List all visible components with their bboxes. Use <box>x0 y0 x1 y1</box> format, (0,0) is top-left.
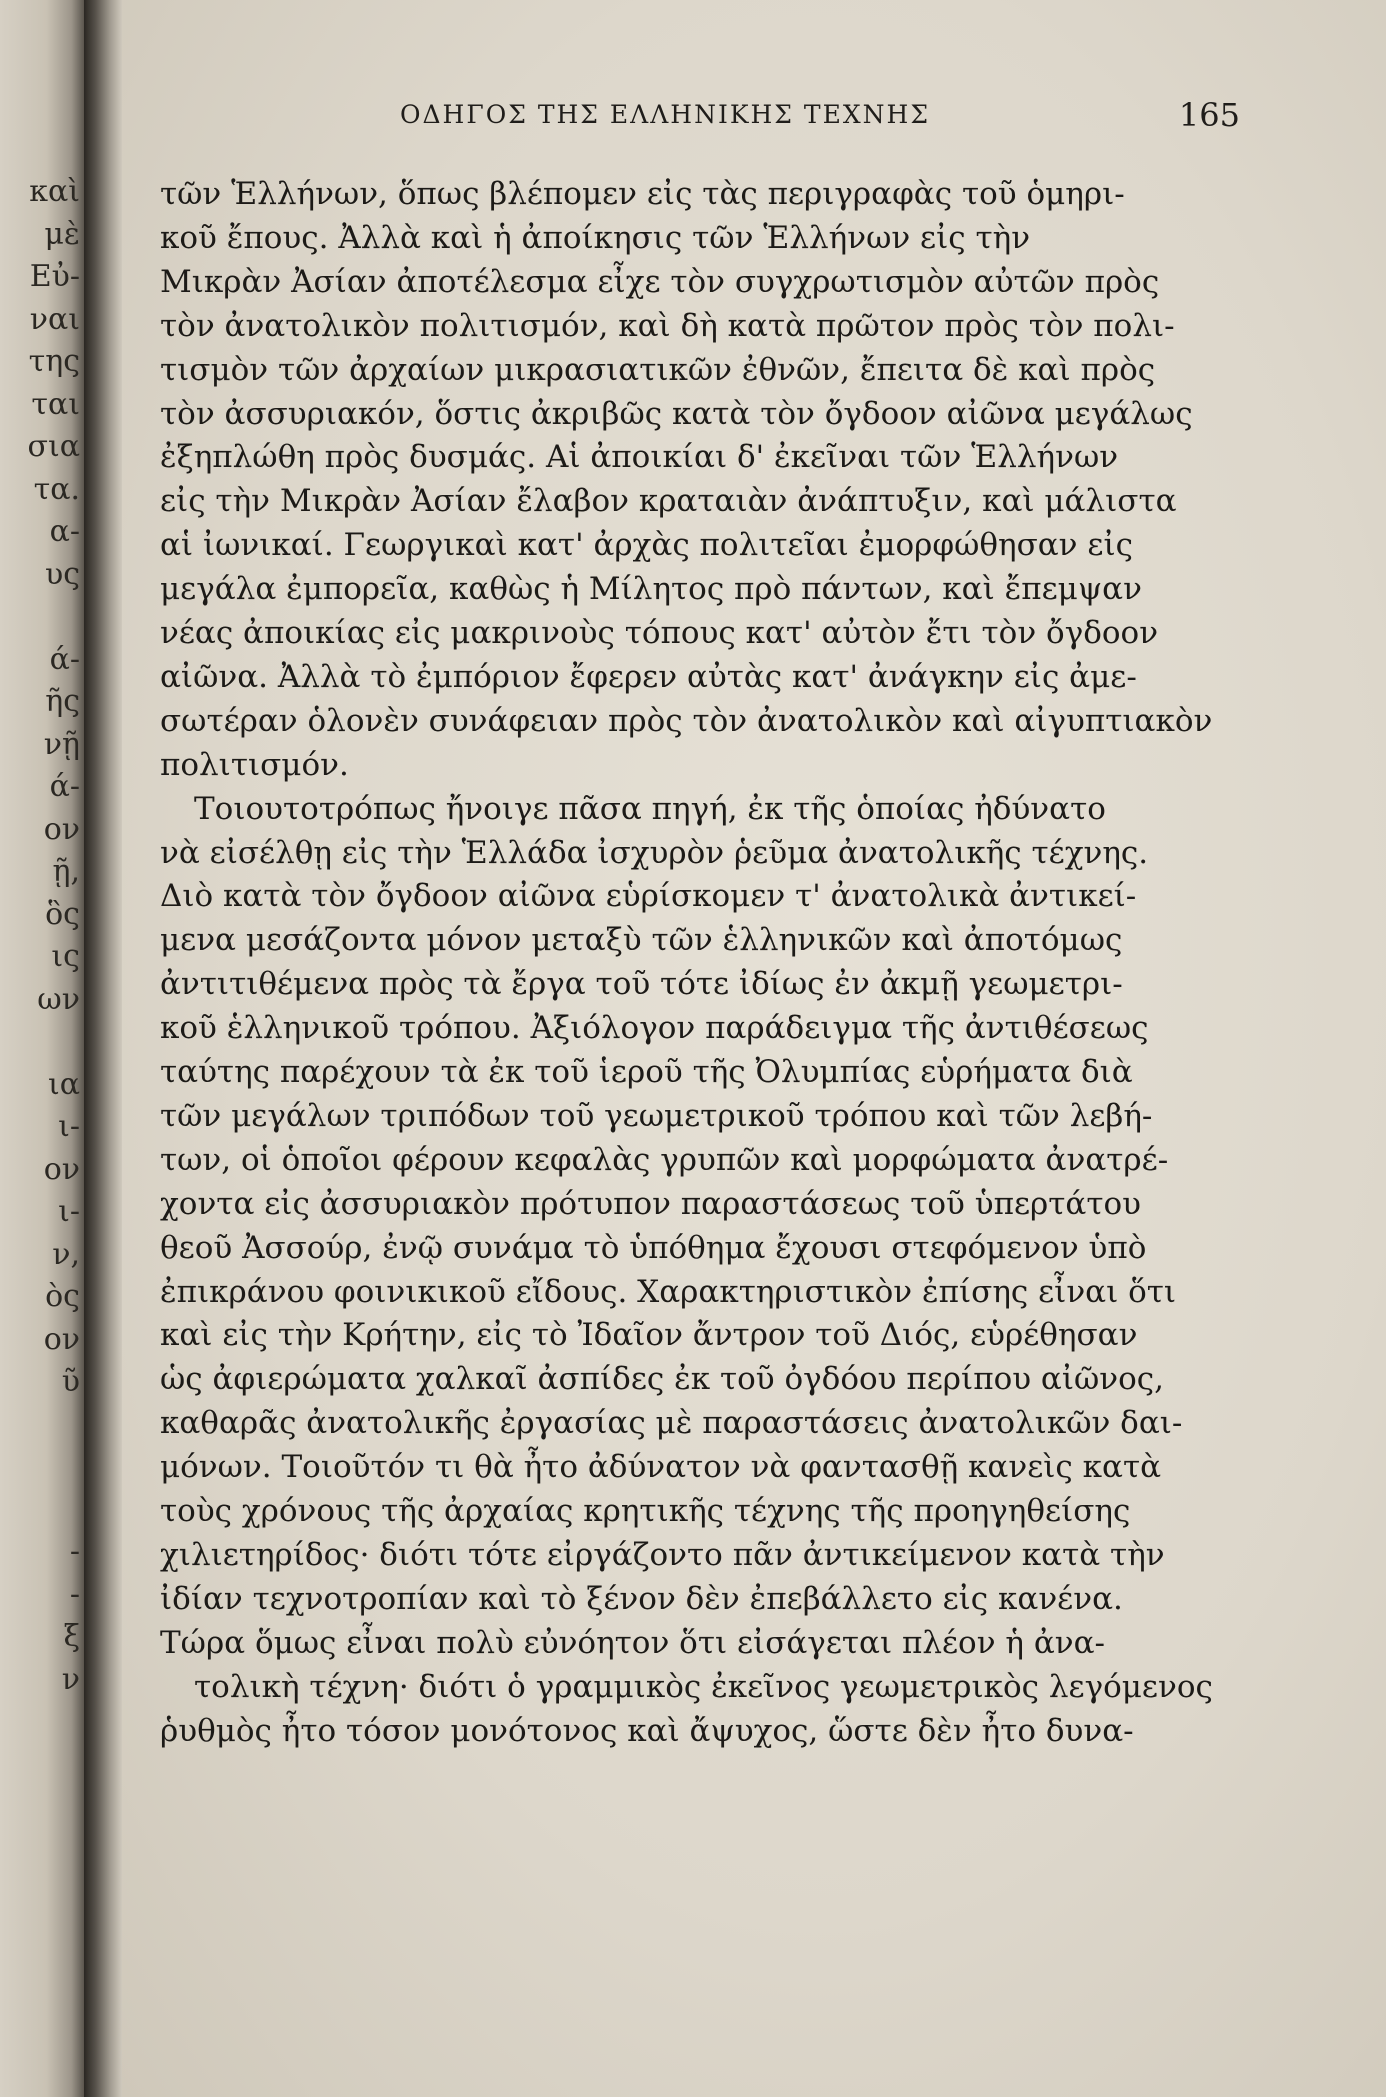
text-line: τισμὸν τῶν ἀρχαίων μικρασιατικῶν ἐθνῶν, ἔπειτα δὲ καὶ πρὸς <box>160 352 1156 388</box>
edge-fragment: ον <box>43 1322 80 1357</box>
left-page-text-fragments <box>0 170 80 2090</box>
text-line: ῥυθμὸς ἦτο τόσον μονότονος καὶ ἄψυχος, ὥστε δὲν ἦτο δυνα- <box>160 1713 1134 1749</box>
edge-fragment: ά- <box>49 769 80 804</box>
text-line: θεοῦ Ἀσσούρ, ἐνῷ συνάμα τὸ ὑπόθημα ἔχουσι στεφόμενον ὑπὸ <box>160 1230 1147 1266</box>
edge-fragment: ων <box>37 982 80 1017</box>
edge-fragment: ξ <box>63 1619 80 1654</box>
edge-fragment: ια <box>47 1067 80 1102</box>
text-line: μενα μεσάζοντα μόνον μεταξὺ τῶν ἑλληνικῶν καὶ ἀποτόμως <box>160 922 1123 958</box>
text-line: νὰ εἰσέλθῃ εἰς τὴν Ἑλλάδα ἰσχυρὸν ῥεῦμα ἀνατολικῆς τέχνης. <box>160 835 1149 871</box>
text-line: τὸν ἀνατολικὸν πολιτισμόν, καὶ δὴ κατὰ πρῶτον πρὸς τὸν πολι- <box>160 308 1175 344</box>
edge-fragment: ν <box>61 1662 80 1697</box>
edge-fragment: ι- <box>58 1109 80 1144</box>
text-line: πολιτισμόν. <box>160 747 349 783</box>
text-line: ἐξηπλώθη πρὸς δυσμάς. Αἱ ἀποικίαι δ' ἐκεῖναι τῶν Ἑλλήνων <box>160 439 1119 475</box>
edge-fragment: νῇ <box>43 727 80 762</box>
text-line: σωτέραν ὁλονὲν συνάφειαν πρὸς τὸν ἀνατολικὸν καὶ αἰγυπτιακὸν <box>160 703 1213 739</box>
edge-fragment: σια <box>27 429 80 464</box>
edge-fragment: ν, <box>52 1237 80 1272</box>
text-line: αἱ ἰωνικαί. Γεωργικαὶ κατ' ἀρχὰς πολιτεῖαι ἐμορφώθησαν εἰς <box>160 527 1133 563</box>
edge-fragment: τα. <box>33 472 80 507</box>
text-line: αἰῶνα. Ἀλλὰ τὸ ἐμπόριον ἔφερεν αὐτὰς κατ' ἀνάγκην εἰς ἀμε- <box>160 659 1137 695</box>
text-line: ἀντιτιθέμενα πρὸς τὰ ἔργα τοῦ τότε ἰδίως ἐν ἀκμῇ γεωμετρι- <box>160 966 1123 1002</box>
text-line: εἰς τὴν Μικρὰν Ἀσίαν ἔλαβον κραταιὰν ἀνάπτυξιν, καὶ μάλιστα <box>160 483 1177 519</box>
edge-fragment: ὃς <box>45 897 80 932</box>
edge-fragment: της <box>28 344 80 379</box>
text-line: κοῦ ἑλληνικοῦ τρόπου. Ἀξιόλογον παράδειγμα τῆς ἀντιθέσεως <box>160 1010 1149 1046</box>
text-line: ταύτης παρέχουν τὰ ἐκ τοῦ ἱεροῦ τῆς Ὀλυμπίας εὑρήματα διὰ <box>160 1054 1133 1090</box>
text-line: κοῦ ἔπους. Ἀλλὰ καὶ ἡ ἀποίκησις τῶν Ἑλλήνων εἰς τὴν <box>160 220 1031 256</box>
text-line: τὸν ἀσσυριακόν, ὅστις ἀκριβῶς κατὰ τὸν ὄγδοον αἰῶνα μεγάλως <box>160 396 1193 432</box>
left-page-edge <box>0 0 84 2097</box>
edge-fragment <box>0 1445 80 1489</box>
text-line: των, οἱ ὁποῖοι φέρουν κεφαλὰς γρυπῶν καὶ μορφώματα ἀνατρέ- <box>160 1142 1169 1178</box>
text-line: Μικρὰν Ἀσίαν ἀποτέλεσμα εἶχε τὸν συγχρωτισμὸν αὐτῶν πρὸς <box>160 264 1160 300</box>
text-line: Τοιουτοτρόπως ἤνοιγε πᾶσα πηγή, ἐκ τῆς ὁποίας ἠδύνατο <box>194 791 1106 827</box>
text-line: τῶν Ἑλλήνων, ὅπως βλέπομεν εἰς τὰς περιγραφὰς τοῦ ὁμηρι- <box>160 176 1125 212</box>
edge-fragment: ά- <box>49 642 80 677</box>
text-line: μόνων. Τοιοῦτόν τι θὰ ἦτο ἀδύνατον νὰ φαντασθῇ κανεὶς κατὰ <box>160 1449 1162 1485</box>
edge-fragment <box>0 1020 80 1064</box>
edge-fragment: ον <box>43 1152 80 1187</box>
text-line: τοὺς χρόνους τῆς ἀρχαίας κρητικῆς τέχνης τῆς προηγηθείσης <box>160 1493 1131 1529</box>
page-number: 165 <box>1178 96 1240 134</box>
text-line: χιλιετηρίδος· διότι τότε εἰργάζοντο πᾶν ἀντικείμενον κατὰ τὴν <box>160 1537 1165 1573</box>
edge-fragment: α- <box>49 514 80 549</box>
edge-fragment: ὸς <box>45 1279 80 1314</box>
edge-fragment: ις <box>51 939 80 974</box>
edge-fragment: ον <box>43 812 80 847</box>
text-line: τολικὴ τέχνη· διότι ὁ γραμμικὸς ἐκεῖνος γεωμετρικὸς λεγόμενος <box>194 1669 1213 1705</box>
edge-fragment: ναι <box>29 302 80 337</box>
text-line: ἰδίαν τεχνοτροπίαν καὶ τὸ ξένον δὲν ἐπεβάλλετο εἰς κανένα. <box>160 1581 1123 1617</box>
edge-fragment: μὲ <box>44 217 80 252</box>
edge-fragment <box>0 1403 80 1447</box>
edge-fragment: - <box>69 1534 80 1569</box>
edge-fragment: - <box>69 1577 80 1612</box>
book-gutter <box>84 0 122 2097</box>
edge-fragment: υς <box>44 557 80 592</box>
text-line: τῶν μεγάλων τριπόδων τοῦ γεωμετρικοῦ τρόπου καὶ τῶν λεβή- <box>160 1098 1153 1134</box>
edge-fragment: Εὐ- <box>29 259 80 294</box>
edge-fragment: ι- <box>58 1194 80 1229</box>
text-line: Τώρα ὅμως εἶναι πολὺ εὐνόητον ὅτι εἰσάγεται πλέον ἡ ἀνα- <box>160 1625 1106 1661</box>
text-line: χοντα εἰς ἀσσυριακὸν πρότυπον παραστάσεως τοῦ ὑπερτάτου <box>160 1186 1141 1222</box>
edge-fragment <box>0 1488 80 1532</box>
text-line: μεγάλα ἐμπορεῖα, καθὼς ἡ Μίλητος πρὸ πάντων, καὶ ἔπεμψαν <box>160 571 1142 607</box>
text-line: Διὸ κατὰ τὸν ὄγδοον αἰῶνα εὑρίσκομεν τ' ἀνατολικὰ ἀντικεί- <box>160 878 1137 914</box>
edge-fragment: ῦ <box>61 1364 80 1399</box>
running-head: ΟΔΗΓΟΣ ΤΗΣ ΕΛΛΗΝΙΚΗΣ ΤΕΧΝΗΣ <box>400 100 931 129</box>
text-line: ἐπικράνου φοινικικοῦ εἴδους. Χαρακτηριστικὸν ἐπίσης εἶναι ὅτι <box>160 1274 1177 1310</box>
text-line: ὡς ἀφιερώματα χαλκαῖ ἀσπίδες ἐκ τοῦ ὀγδόου περίπου αἰῶνος, <box>160 1361 1165 1397</box>
text-line: καθαρᾶς ἀνατολικῆς ἐργασίας μὲ παραστάσεις ἀνατολικῶν δαι- <box>160 1405 1183 1441</box>
edge-fragment: ῇ, <box>52 854 80 889</box>
text-line: καὶ εἰς τὴν Κρήτην, εἰς τὸ Ἰδαῖον ἄντρον τοῦ Διός, εὑρέθησαν <box>160 1317 1138 1353</box>
edge-fragment: ται <box>31 387 80 422</box>
edge-fragment: ῆς <box>45 684 80 719</box>
edge-fragment <box>0 595 80 639</box>
text-line: νέας ἀποικίας εἰς μακρινοὺς τόπους κατ' αὐτὸν ἔτι τὸν ὄγδοον <box>160 615 1159 651</box>
edge-fragment: καὶ <box>29 174 80 209</box>
